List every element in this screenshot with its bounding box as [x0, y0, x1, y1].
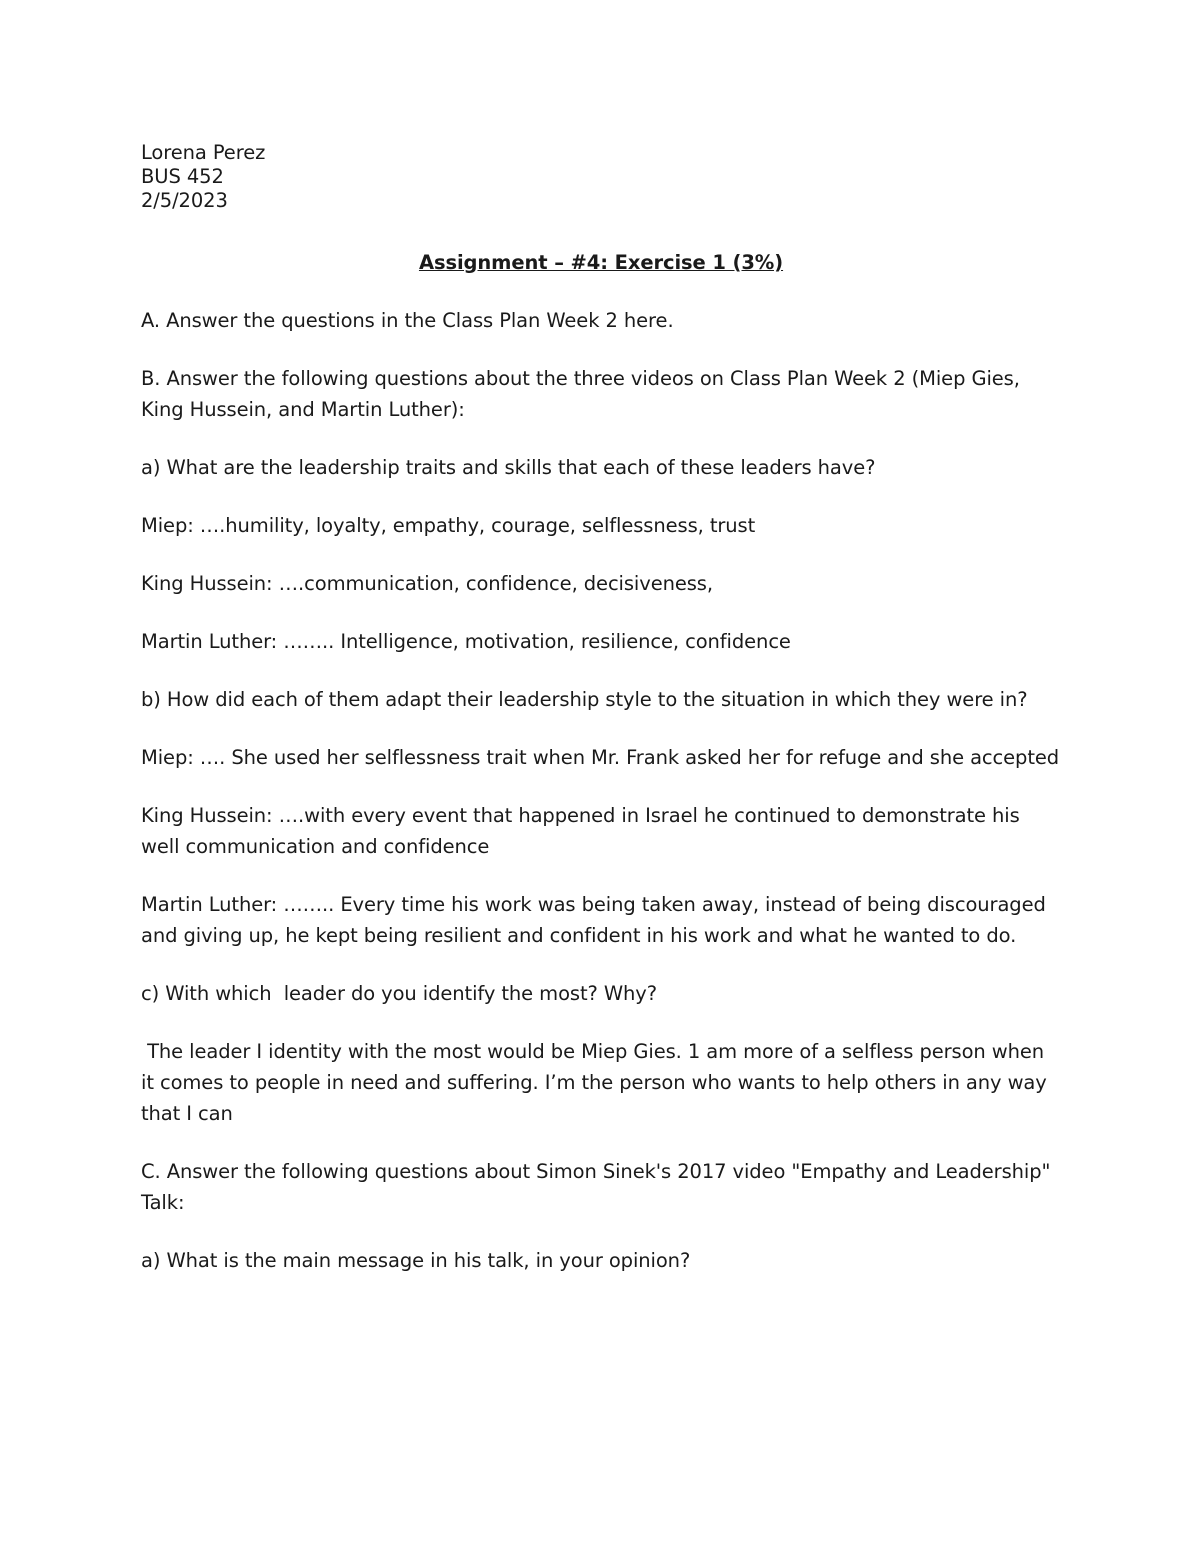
section-c-instruction: C. Answer the following questions about Simon Sinek's 2017 video "Empathy and Leadership" Talk: [141, 1160, 1051, 1214]
student-name: Lorena Perez [141, 141, 266, 164]
answer-identify: The leader I identity with the most would be Miep Gies. 1 am more of a selfless person when it comes to people in need and suffering. I’m the person who wants to help others in any way that I can [141, 1040, 1053, 1125]
question-b-b: b) How did each of them adapt their leadership style to the situation in which they were in? [141, 688, 1028, 711]
answer-miep-adapt: Miep: …. She used her selflessness trait when Mr. Frank asked her for refuge and she accepted [141, 746, 1060, 769]
question-b-a: a) What are the leadership traits and skills that each of these leaders have? [141, 456, 876, 479]
course-code: BUS 452 [141, 165, 224, 188]
assignment-title: Assignment – #4: Exercise 1 (3%) [418, 251, 784, 274]
submission-date: 2/5/2023 [141, 189, 228, 212]
document-body [141, 141, 1061, 1303]
section-a-instruction: A. Answer the questions in the Class Plan Week 2 here. [141, 309, 674, 332]
question-c-a: a) What is the main message in his talk, in your opinion? [141, 1249, 691, 1272]
title-container [141, 247, 1061, 278]
answer-hussein-traits: King Hussein: ….communication, confidence, decisiveness, [141, 572, 713, 595]
answer-miep-traits: Miep: ….humility, loyalty, empathy, courage, selflessness, trust [141, 514, 756, 537]
section-b-instruction: B. Answer the following questions about the three videos on Class Plan Week 2 (Miep Gies, King Hussein, and Martin Luther): [141, 367, 1020, 421]
answer-luther-adapt: Martin Luther: …….. Every time his work was being taken away, instead of being discouraged and giving up, he kept being resilient and confident in his work and what he wanted to do. [141, 893, 1046, 947]
answer-luther-traits: Martin Luther: …….. Intelligence, motivation, resilience, confidence [141, 630, 791, 653]
question-b-c: c) With which leader do you identify the most? Why? [141, 982, 657, 1005]
answer-hussein-adapt: King Hussein: ….with every event that happened in Israel he continued to demonstrate his well communication and confidence [141, 804, 1020, 858]
